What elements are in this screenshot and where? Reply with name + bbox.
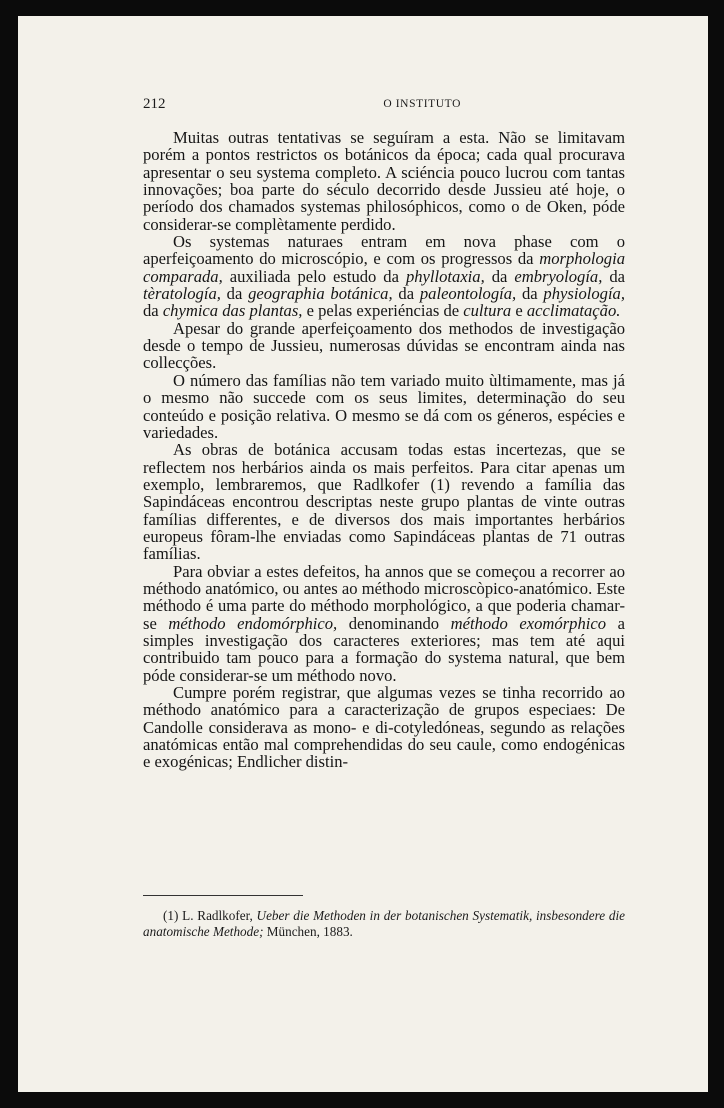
paragraph-2	[143, 233, 625, 320]
italic-term: chymica das plantas,	[162, 301, 303, 321]
text-run: da	[516, 284, 544, 304]
text-run: As obras de botánica accusam todas estas incertezas, que se reflectem nos herbários ainda os mais perfeitos. Para citar apenas um exemplo, lembraremos, que Radlkofer (1) revendo a família das Sapindáceas encontrou descriptas neste grupo plantas de vinte outras famílias differentes, e de diversos dos mais importantes herbários europeus fôram-lhe enviadas como Sapindáceas plantas de 71 outras famílias.	[143, 440, 625, 564]
text-run: e pelas experiéncias de	[302, 301, 464, 321]
paragraph-4	[143, 372, 625, 441]
footnote	[143, 908, 625, 940]
book-page	[18, 16, 708, 1092]
footnote-text-run: München, 1883.	[263, 924, 353, 939]
italic-term: acclimatação.	[526, 301, 621, 321]
text-run: Cumpre porém registrar, que algumas vezes se tinha recorrido ao méthodo anatómico para a caracterização de grupos especiaes: De Candolle considerava as mono- e di-cotyledóneas, segundo as relações anatómicas então mal comprehendidas do seu caule, como endogénicas e exogénicas; Endlicher distin-	[143, 683, 625, 772]
text-run: Os systemas naturaes entram em nova phase com o aperfeiçoamento do microscópio, e com os progressos da	[143, 232, 625, 269]
paragraph-1	[143, 129, 625, 233]
paragraph-5	[143, 441, 625, 562]
text-run: denominando	[337, 613, 451, 633]
text-run: Apesar do grande aperfeiçoamento dos methodos de investigação desde o tempo de Jussieu, numerosas dúvidas se encontram ainda nas collecções.	[143, 318, 625, 373]
italic-term: tèratología,	[143, 284, 221, 304]
body-text	[143, 129, 625, 771]
italic-term: embryología,	[514, 266, 603, 286]
text-run: da	[484, 266, 515, 286]
italic-term: morphologia comparada,	[143, 249, 625, 286]
paragraph-6	[143, 563, 625, 684]
footnote-rule	[143, 895, 303, 896]
text-run: a simples investigação dos caracteres exteriores; mas tem até aqui contribuido tam pouco para a formação do systema natural, que bem póde considerar-se um méthodo novo.	[143, 613, 625, 685]
text-run: O número das famílias não tem variado muito ùltimamente, mas já o mesmo não succede com os seus limites, determinação do seu conteúdo e posição relativa. O mesmo se dá com os géneros, espécies e variedades.	[143, 370, 625, 442]
running-head	[143, 96, 461, 116]
text-run: auxiliada pelo estudo da	[222, 266, 406, 286]
italic-term: méthodo endomórphico,	[168, 613, 338, 633]
text-run: Muitas outras tentativas se seguíram a esta. Não se limitavam porém a pontos restrictos os botánicos da época; cada qual procurava apresentar o seu systema completo. A sciéncia pouco lucrou com tantas innovações; boa parte do século decorrido desde Jussieu até hoje, o período dos chamados systemas philosóphicos, como o de Oken, póde considerar-se complètamente perdido.	[143, 128, 625, 234]
text-run: da	[143, 301, 163, 321]
journal-title: O INSTITUTO	[383, 98, 461, 110]
paragraph-7	[143, 684, 625, 771]
italic-term: paleontología,	[419, 284, 517, 304]
italic-term: geographia botánica,	[248, 284, 393, 304]
italic-term: phyllotaxia,	[405, 266, 485, 286]
paragraph-3	[143, 320, 625, 372]
footnote-text-run: (1) L. Radlkofer,	[163, 908, 257, 923]
italic-term: méthodo exomórphico	[450, 613, 607, 633]
text-run: e	[511, 301, 527, 321]
text-run: da	[602, 266, 625, 286]
footnote-italic-title: Ueber die Methoden in der botanischen Systematik, insbesondere die anatomische Methode;	[143, 908, 625, 939]
page-number: 212	[143, 96, 166, 112]
text-run: da	[220, 284, 249, 304]
italic-term: physiología,	[543, 284, 626, 304]
text-run: Para obviar a estes defeitos, ha annos que se começou a recorrer ao méthodo anatómico, ou antes ao méthodo microscòpico-anatómico. Este méthodo é uma parte do méthodo morphológico, a que poderia chamar-se	[143, 561, 625, 633]
text-run: da	[392, 284, 420, 304]
italic-term: cultura	[463, 301, 512, 321]
